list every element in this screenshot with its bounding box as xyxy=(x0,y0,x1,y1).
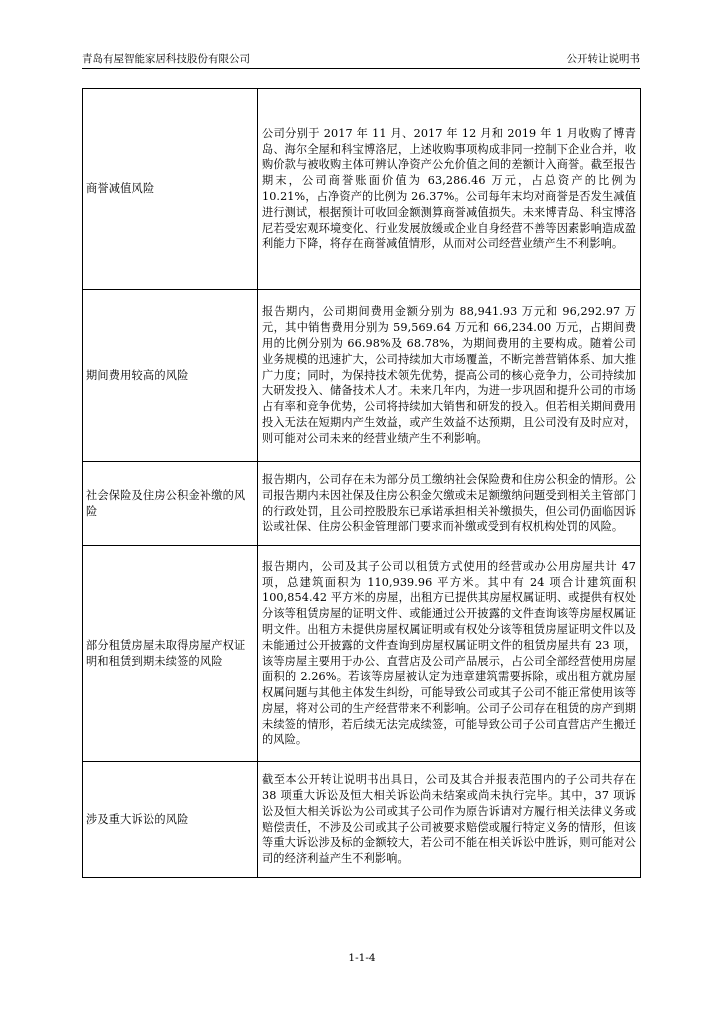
risk-name: 社会保险及住房公积金补缴的风险 xyxy=(83,462,258,546)
risk-description: 截至本公开转让说明书出具日，公司及其合并报表范围内的子公司共存在 38 项重大诉讼及恒大相关诉讼尚未结案或尚未执行完毕。其中，37 项诉讼及恒大相关诉讼为公司或其子公司作为原告诉请对方履行相关法律义务或赔偿责任，不涉及公司或其子公司被要求赔偿或履行特定义务的情形，但该等重大诉讼涉及标的金额较大，若公司不能在相关诉讼中胜诉，则可能对公司的经济利益产生不利影响。 xyxy=(258,762,641,878)
table-row xyxy=(83,290,641,462)
table-row xyxy=(83,762,641,878)
risk-name: 涉及重大诉讼的风险 xyxy=(83,762,258,878)
company-name: 青岛有屋智能家居科技股份有限公司 xyxy=(82,53,250,65)
page-number: 1-1-4 xyxy=(348,952,376,964)
page-header xyxy=(82,52,640,69)
table-row xyxy=(83,546,641,762)
risk-description: 公司分别于 2017 年 11 月、2017 年 12 月和 2019 年 1 月收购了博青岛、海尔全屋和科宝博洛尼，上述收购事项构成非同一控制下企业合并，收购价款与被收购主体可辨认净资产公允价值之间的差额计入商誉。截至报告期末，公司商誉账面价值为 63,286.46 万元，占总资产的比例为 10.21%，占净资产的比例为 26.37%。公司每年末均对商誉是否发生减值进行测试，根据预计可收回金额测算商誉减值损失。未来博青岛、科宝博洛尼若受宏观环境变化、行业发展放缓或企业自身经营不善等因素影响造成盈利能力下降，将存在商誉减值情形，从而对公司经营业绩产生不利影响。 xyxy=(258,89,641,290)
table-row xyxy=(83,89,641,290)
risk-description: 报告期内，公司期间费用金额分别为 88,941.93 万元和 96,292.97 万元，其中销售费用分别为 59,569.64 万元和 66,234.00 万元，占期间费用的比例分别为 66.98%及 68.78%，为期间费用的主要构成。随着公司业务规模的迅速扩大，公司持续加大市场覆盖，不断完善营销体系、加大推广力度；同时，为保持技术领先优势，提高公司的核心竞争力，公司持续加大研发投入、储备技术人才。未来几年内，为进一步巩固和提升公司的市场占有率和竞争优势，公司将持续加大销售和研发的投入。但若相关期间费用投入无法在短期内产生效益，或产生效益不达预期，且公司没有及时应对，则可能对公司未来的经营业绩产生不利影响。 xyxy=(258,290,641,462)
document-title: 公开转让说明书 xyxy=(566,53,640,65)
risk-name: 部分租赁房屋未取得房屋产权证明和租赁到期未续签的风险 xyxy=(83,546,258,762)
risk-name: 商誉减值风险 xyxy=(83,89,258,290)
risk-factors-table xyxy=(82,88,641,878)
risk-name: 期间费用较高的风险 xyxy=(83,290,258,462)
risk-description: 报告期内，公司存在未为部分员工缴纳社会保险费和住房公积金的情形。公司报告期内未因社保及住房公积金欠缴或未足额缴纳问题受到相关主管部门的行政处罚，且公司控股股东已承诺承担相关补缴损失，但公司仍面临因诉讼或社保、住房公积金管理部门要求而补缴或受到有权机构处罚的风险。 xyxy=(258,462,641,546)
risk-description: 报告期内，公司及其子公司以租赁方式使用的经营或办公用房屋共计 47 项，总建筑面积为 110,939.96 平方米。其中有 24 项合计建筑面积 100,854.42 平方米的房屋，出租方已提供其房屋权属证明、或提供有权处分该等租赁房屋的证明文件、或能通过公开披露的文件查询该等房屋权属证明文件。出租方未提供房屋权属证明或有权处分该等租赁房屋证明文件以及未能通过公开披露的文件查询到房屋权属证明文件的租赁房屋共有 23 项，该等房屋主要用于办公、直营店及公司产品展示，占公司全部经营使用房屋面积的 2.26%。若该等房屋被认定为违章建筑需要拆除，或出租方就房屋权属问题与其他主体发生纠纷，可能导致公司或其子公司不能正常使用该等房屋，将对公司的生产经营带来不利影响。公司子公司存在租赁的房产到期未续签的情形，若后续无法完成续签，可能导致公司子公司直营店产生搬迁的风险。 xyxy=(258,546,641,762)
table-row xyxy=(83,462,641,546)
